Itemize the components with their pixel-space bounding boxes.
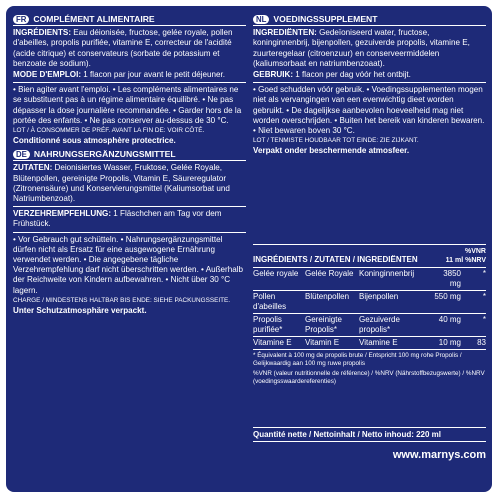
de-warnings: • Vor Gebrauch gut schütteln. • Nahrungsergänzungsmittel dürfen nicht als Ersatz für eine ausgewogene Ernährung verwendet werden. • Die angegebene tägliche Verzehrempfehlung darf nicht überschritten werden. • Außerhalb der Reichweite von Kindern aufbewahren. • Nicht über 30 °C lagern. <box>13 234 244 295</box>
website-link[interactable]: www.marnys.com <box>392 449 486 461</box>
table-row: Propolis purifiée* Gereinigte Propolis* Gezuiverde propolis* 40 mg * <box>253 314 486 337</box>
table-header-right: %VNR 11 ml %NRV <box>445 248 486 264</box>
label-panel <box>6 6 492 492</box>
table-row: Pollen d'abeilles Blütenpollen Bijenpollen 550 mg * <box>253 291 486 314</box>
nl-packaging: Verpakt onder beschermende atmosfeer. <box>253 146 410 156</box>
nl-lang-badge: NL <box>253 15 269 24</box>
divider <box>253 82 486 83</box>
divider <box>13 232 246 233</box>
nl-ingredients: INGREDIËNTEN: Gedeïoniseerd water, fructose, koninginnenbrij, bijenpollen, gezuiverde propolis, vitamine E, zuurteregelaar (citroenzuur) en conserveermiddelen (kaliumsorbaat en natriumbenzoaat). <box>253 28 470 68</box>
fr-heading <box>13 14 246 26</box>
fr-title: COMPLÉMENT ALIMENTAIRE <box>33 14 155 24</box>
ingredient-table <box>253 244 486 387</box>
fr-mode: MODE D'EMPLOI: 1 flacon par jour avant le petit déjeuner. <box>13 70 226 80</box>
de-lot: CHARGE / MINDESTENS HALTBAR BIS ENDE: SIEHE PACKUNGSSEITE. <box>13 296 231 304</box>
de-lang-badge: DE <box>13 150 30 159</box>
fr-lang-badge: FR <box>13 15 29 24</box>
de-title: NAHRUNGSERGÄNZUNGSMITTEL <box>33 149 176 160</box>
table-header-left: INGRÉDIENTS / ZUTATEN / INGREDIËNTEN <box>253 255 418 264</box>
de-usage: VERZEHREMPFEHLUNG: 1 Fläschchen am Tag vor dem Frühstück. <box>13 209 222 229</box>
de-packaging: Unter Schutzatmosphäre verpackt. <box>13 305 147 315</box>
fr-lot: LOT / À CONSOMMER DE PRÉF. AVANT LA FIN DE: VOIR CÔTÉ. <box>13 127 205 135</box>
table-footnote-1: * Équivalent à 100 mg de propolis brute / Entspricht 100 mg rohe Propolis / Gelijkwaardig aan 100 mg ruwe propolis <box>253 352 462 367</box>
table-row: Vitamine E Vitamin E Vitamine E 10 mg 83 <box>253 337 486 350</box>
nl-lot: LOT / TENMISTE HOUDBAAR TOT EINDE: ZIE ZIJKANT. <box>253 137 419 145</box>
table-footnote-2: %VNR (valeur nutritionnelle de référence) / %NRV (Nährstoffbezugswerte) / %NRV (voedingsswaardereferenties) <box>253 370 485 385</box>
nl-warnings: • Goed schudden vóór gebruik. • Voedingssupplementen mogen niet als vervangingen van een evenwichtig dieet worden gebruikt. • De dagelijkse aanbevolen hoeveelheid mag niet worden overschrijden. • Buiten het bereik van kinderen bewaren. • Niet bewaren boven 30 °C. <box>253 85 485 136</box>
divider <box>13 206 246 207</box>
de-heading <box>13 149 246 161</box>
fr-ingredients: INGRÉDIENTS: Eau déionisée, fructose, gelée royale, pollen d'abeilles, propolis purifiée, vitamine E, correcteur de l'acidité (acide citrique) et conservateurs (sorbate de potassium et benzoate de sodium). <box>13 28 233 68</box>
table-header <box>253 244 486 268</box>
fr-warnings: • Bien agiter avant l'emploi. • Les compléments alimentaires ne se substituent pas à un régime alimentaire équilibré. • Ne pas dépasser la dose journalière recommandée. • Garder hors de la portée des enfants. • Ne pas conserver au-dessus de 30 °C. <box>13 85 242 125</box>
nl-title: VOEDINGSSUPPLEMENT <box>273 14 378 24</box>
nl-usage: GEBRUIK: 1 flacon per dag vóór het ontbijt. <box>253 70 411 80</box>
right-column <box>253 14 486 157</box>
table-row: Gelée royale Gelée Royale Koninginnenbrij 3850 mg * <box>253 268 486 291</box>
left-column <box>13 14 246 317</box>
de-ingredients: ZUTATEN: Deionisiertes Wasser, Fruktose, Gelée Royale, Blütenpollen, gereinigte Propolis, Vitamin E, Säureregulator (Zitronensäure) und Konservierungsmittel (Kaliumsorbat und Natriumbenzoat). <box>13 163 230 204</box>
fr-packaging: Conditionné sous atmosphère protectrice. <box>13 136 176 146</box>
divider <box>13 82 246 83</box>
nl-heading <box>253 14 486 26</box>
net-quantity: Quantité nette / Nettoinhalt / Netto inhoud: 220 ml <box>253 427 486 442</box>
